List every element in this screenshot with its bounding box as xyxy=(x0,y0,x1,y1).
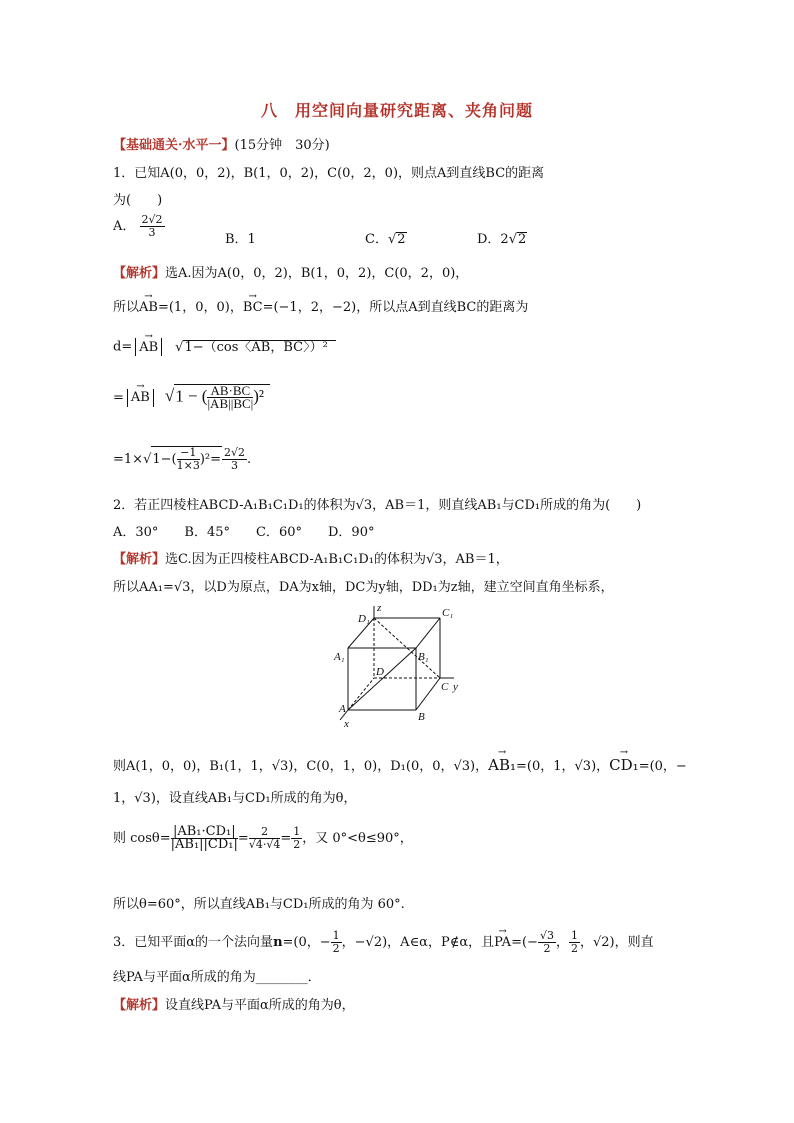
vector-ab: → AB xyxy=(131,390,150,405)
option-label: C． xyxy=(365,232,388,247)
numerator: 1 xyxy=(332,929,340,942)
fraction xyxy=(569,930,580,955)
solution-tag: 【解析】 xyxy=(113,266,166,281)
vector-ab: → AB xyxy=(139,300,158,315)
label-d: D xyxy=(376,666,384,678)
q1-distance-line: d=→ AB √1−（cos〈AB，BC〉）² xyxy=(113,338,336,356)
text: d= xyxy=(113,339,133,355)
numerator: 1 xyxy=(293,825,301,838)
q2-coords2: 1，√3)，设直线AB₁与CD₁所成的角为θ， xyxy=(113,791,357,806)
text: ，又 0°<θ≤90°， xyxy=(302,831,413,846)
fraction xyxy=(171,826,238,851)
fraction xyxy=(207,385,253,410)
option-label: A． xyxy=(113,219,136,234)
radicand: 2 xyxy=(518,232,527,247)
q1-solution-line1 xyxy=(113,262,468,281)
q1-eq2: =→ AB √1 − ( $\frac{AB\cdot BC}{|AB||BC|}$ )² xyxy=(113,384,270,410)
text: =(− xyxy=(511,935,538,950)
numerator: 2√2 xyxy=(224,446,246,459)
denominator: |AB₁||CD₁| xyxy=(170,837,238,852)
vector-ab: → AB xyxy=(139,340,158,355)
text: = xyxy=(113,390,124,406)
radicand: 2 xyxy=(397,232,406,247)
q3-stem2: 线PA与平面α所成的角为________． xyxy=(113,970,321,985)
label-y: y xyxy=(453,681,458,693)
numerator: −1 xyxy=(177,447,200,460)
denominator: √4·√4 xyxy=(248,838,281,851)
label-b1: B₁ xyxy=(418,651,429,663)
numerator: AB·BC xyxy=(207,385,253,398)
label-x: x xyxy=(344,718,349,730)
edge-hidden xyxy=(348,678,374,710)
text: 则 cosθ= xyxy=(113,831,171,846)
numerator: |AB₁·CD₁| xyxy=(171,826,238,839)
label-c1: C₁ xyxy=(442,607,454,619)
fraction xyxy=(291,826,302,851)
text: ，−√2)，A∈α，P∉α，且 xyxy=(341,935,495,950)
text: =(−1，2，−2)，所以点A到直线BC的距离为 xyxy=(262,300,529,315)
fraction xyxy=(140,214,165,239)
label-a: A xyxy=(339,703,346,715)
q1-solution-line2 xyxy=(113,296,528,315)
q1-stem2: 为( ) xyxy=(113,193,163,208)
vector-pa: → PA xyxy=(494,935,511,950)
label-b: B xyxy=(418,711,425,723)
abs-bar xyxy=(161,338,162,356)
q2-coords xyxy=(113,755,687,774)
text: =(0，− xyxy=(638,759,687,774)
radicand: 1−（cos〈AB，BC〉）² xyxy=(183,340,335,354)
abs-bar xyxy=(153,389,154,407)
denominator: 2 xyxy=(293,838,301,851)
abs-bar xyxy=(135,338,136,356)
section-tag: 【基础通关·水平一】 xyxy=(113,138,235,153)
numerator: 2√2 xyxy=(141,213,163,226)
text: 3．已知平面α的一个法向量 xyxy=(113,935,274,950)
text: =(1，0，0)， xyxy=(157,300,243,315)
q3-stem xyxy=(113,930,654,955)
section-time: (15分钟 30分) xyxy=(234,138,330,153)
denominator: 3 xyxy=(148,226,156,239)
fraction xyxy=(249,826,281,851)
q2-stem: 2．若正四棱柱ABCD-A₁B₁C₁D₁的体积为√3，AB＝1，则直线AB₁与CD₁所成的角为( ) xyxy=(113,498,642,513)
denominator: 1×3 xyxy=(176,459,200,472)
solution-text: 选C.因为正四棱柱ABCD-A₁B₁C₁D₁的体积为√3，AB＝1， xyxy=(165,552,509,567)
text: =(0，1，√3)， xyxy=(516,759,610,774)
q1-option-c: C．√2 xyxy=(365,232,406,247)
denominator: 2 xyxy=(570,942,578,955)
text: )²= xyxy=(199,452,222,467)
q1-option-a xyxy=(113,214,165,239)
q1-stem: 1．已知A(0，0，2)，B(1，0，2)，C(0，2，0)，则点A到直线BC的距离 xyxy=(113,166,545,181)
option-label: D．2 xyxy=(477,232,509,247)
solution-tag: 【解析】 xyxy=(113,998,166,1013)
segment-ab1 xyxy=(348,648,416,710)
q2-cos: 则 cosθ= $\frac{\text{|AB₁·CD₁|}}{\text{|AB₁||CD₁|}}$ = $\frac{2}{√4\cdot√4}$ = $\frac{1}{2}$ ，又 0°<θ≤90°， xyxy=(113,824,413,852)
fraction xyxy=(538,930,556,955)
fraction xyxy=(222,447,247,472)
label-a1: A₁ xyxy=(334,651,345,663)
denominator: 2 xyxy=(543,942,551,955)
text: ， xyxy=(555,935,569,950)
q1-option-b: B．1 xyxy=(225,232,256,247)
prism-figure xyxy=(330,602,470,730)
edge xyxy=(416,618,440,648)
denominator: 3 xyxy=(231,459,239,472)
vector-cd1: → CD₁ xyxy=(609,756,639,774)
label-c: C xyxy=(441,681,449,693)
text: 则A(1，0，0)，B₁(1，1，√3)，C(0，1，0)，D₁(0，0，√3)， xyxy=(113,759,489,774)
vector-n: n xyxy=(273,935,283,950)
denominator: |AB||BC| xyxy=(207,396,254,411)
fraction xyxy=(177,447,200,472)
q2-solution-line1 xyxy=(113,548,509,567)
numerator: 2 xyxy=(249,826,281,839)
numerator: √3 xyxy=(539,929,554,942)
solution-text: 选A.因为A(0，0，2)，B(1，0，2)，C(0，2，0)， xyxy=(165,266,469,281)
q1-option-d: D．2√2 xyxy=(477,232,527,247)
solution-tag: 【解析】 xyxy=(113,552,166,567)
label-z: z xyxy=(377,602,382,614)
q1-eq3: =1×√1−( $\frac{-1}{1\times 3}$ )²= $\frac{2√2}{3}$ . xyxy=(113,446,252,472)
vector-bc: → BC xyxy=(243,300,263,315)
q2-solution-line2: 所以AA₁=√3，以D为原点，DA为x轴，DC为y轴，DD₁为z轴，建立空间直角坐标系， xyxy=(113,580,614,595)
text: =(0，− xyxy=(282,935,331,950)
page-title: 八 用空间向量研究距离、夹角问题 xyxy=(260,101,533,120)
abs-bar xyxy=(127,389,128,407)
text: =1× xyxy=(113,452,144,467)
numerator: 1 xyxy=(570,929,578,942)
fraction xyxy=(331,930,342,955)
edge xyxy=(416,678,440,710)
denominator: 2 xyxy=(332,942,340,955)
label-d1: D₁ xyxy=(358,613,370,625)
solution-text: 设直线PA与平面α所成的角为θ， xyxy=(165,998,355,1013)
q2-conclusion: 所以θ=60°，所以直线AB₁与CD₁所成的角为 60°. xyxy=(113,897,405,912)
q3-solution xyxy=(113,994,355,1013)
q2-options: A．30° B．45° C．60° D．90° xyxy=(113,525,375,540)
text: 1−( xyxy=(152,452,177,467)
text: 所以 xyxy=(113,300,140,315)
section-header xyxy=(113,134,330,153)
text: ，√2)，则直 xyxy=(579,935,654,950)
vector-ab1: → AB₁ xyxy=(488,756,516,774)
